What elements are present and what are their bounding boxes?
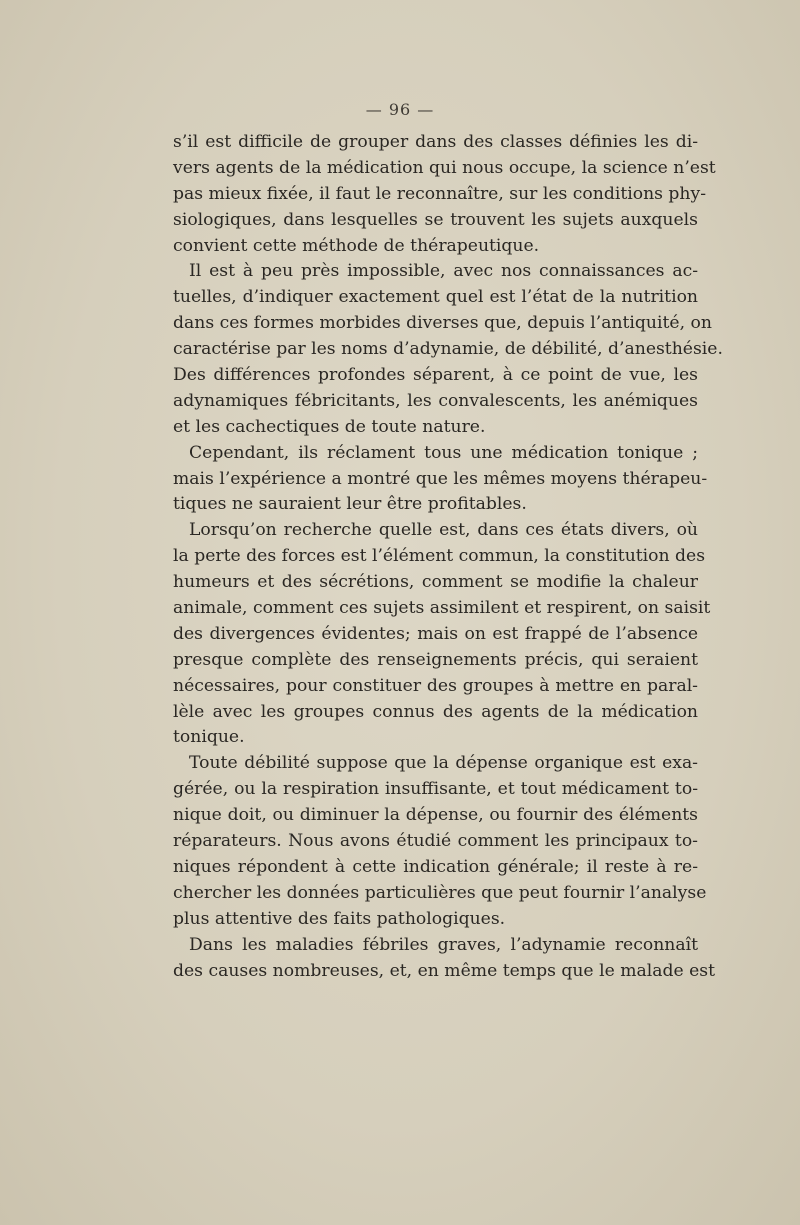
text-line: nique doit, ou diminuer la dépense, ou fournir des éléments bbox=[173, 805, 698, 826]
text-line: animale, comment ces sujets assimilent et respirent, on saisit bbox=[173, 598, 711, 619]
text-line: plus attentive des faits pathologiques. bbox=[173, 908, 506, 929]
text-line: des divergences évidentes; mais on est frappé de l’absence bbox=[173, 623, 698, 644]
text-line: humeurs et des sécrétions, comment se modifie la chaleur bbox=[173, 572, 698, 593]
text-line: Dans les maladies fébriles graves, l’adynamie reconnaît bbox=[189, 934, 698, 955]
text-line: siologiques, dans lesquelles se trouvent les sujets auxquels bbox=[173, 209, 698, 230]
text-line: chercher les données particulières que peut fournir l’analyse bbox=[173, 882, 707, 903]
text-line: gérée, ou la respiration insuffisante, et tout médicament to- bbox=[173, 779, 698, 800]
text-line: la perte des forces est l’élément commun, la constitution des bbox=[173, 546, 706, 567]
text-line: caractérise par les noms d’adynamie, de débilité, d’anesthésie. bbox=[173, 339, 723, 360]
text-line: s’il est difficile de grouper dans des classes définies les di- bbox=[173, 132, 698, 152]
text-line: convient cette méthode de thérapeutique. bbox=[173, 235, 540, 256]
text-line: réparateurs. Nous avons étudié comment les principaux to- bbox=[173, 831, 698, 852]
text-line: Il est à peu près impossible, avec nos connaissances ac- bbox=[189, 261, 698, 282]
text-line: presque complète des renseignements précis, qui seraient bbox=[173, 649, 698, 670]
text-line: adynamiques fébricitants, les convalescents, les anémiques bbox=[173, 390, 698, 411]
text-line: des causes nombreuses, et, en même temps que le malade est bbox=[173, 960, 716, 981]
text-line: vers agents de la médication qui nous occupe, la science n’est bbox=[173, 157, 716, 178]
text-line: tiques ne sauraient leur être profitables. bbox=[173, 494, 527, 515]
text-line: niques répondent à cette indication générale; il reste à re- bbox=[173, 856, 698, 877]
text-line: Cependant, ils réclament tous une médication tonique ; bbox=[189, 442, 698, 463]
body-text bbox=[173, 130, 723, 984]
text-line: Toute débilité suppose que la dépense organique est exa- bbox=[189, 753, 698, 774]
text-line: lèle avec les groupes connus des agents de la médication bbox=[173, 701, 698, 722]
text-line: tuelles, d’indiquer exactement quel est l’état de la nutrition bbox=[173, 287, 698, 308]
text-line: dans ces formes morbides diverses que, depuis l’antiquité, on bbox=[173, 313, 712, 334]
text-line: et les cachectiques de toute nature. bbox=[173, 416, 486, 437]
page-number: — 96 — bbox=[365, 100, 435, 119]
text-line: pas mieux fixée, il faut le reconnaître, sur les conditions phy- bbox=[173, 183, 707, 204]
text-line: nécessaires, pour constituer des groupes à mettre en paral- bbox=[173, 675, 698, 696]
text-line: Lorsqu’on recherche quelle est, dans ces états divers, où bbox=[189, 520, 698, 541]
text-line: Des différences profondes séparent, à ce point de vue, les bbox=[173, 365, 698, 386]
text-line: tonique. bbox=[173, 727, 245, 748]
text-line: mais l’expérience a montré que les mêmes moyens thérapeu- bbox=[173, 468, 708, 489]
